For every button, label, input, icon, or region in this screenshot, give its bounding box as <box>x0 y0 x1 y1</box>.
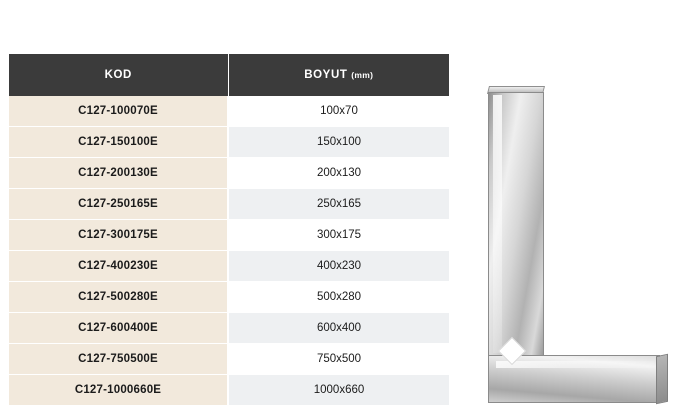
cell-size: 400x230 <box>228 251 449 282</box>
column-header-size <box>228 54 449 96</box>
cell-code: C127-100070E <box>9 96 228 127</box>
cell-size: 750x500 <box>228 344 449 375</box>
cell-code: C127-600400E <box>9 313 228 344</box>
table-row <box>9 96 449 127</box>
table-row <box>9 251 449 282</box>
table-row <box>9 344 449 375</box>
cell-size: 250x165 <box>228 189 449 220</box>
cell-code: C127-1000660E <box>9 375 228 406</box>
cell-size: 1000x660 <box>228 375 449 406</box>
table-row <box>9 375 449 406</box>
table-body <box>9 96 449 406</box>
table-row <box>9 189 449 220</box>
specification-table-container <box>9 54 449 406</box>
cell-size: 200x130 <box>228 158 449 189</box>
specification-table <box>9 54 449 406</box>
cell-size: 100x70 <box>228 96 449 127</box>
cell-code: C127-500280E <box>9 282 228 313</box>
cell-code: C127-300175E <box>9 220 228 251</box>
base-highlight <box>496 361 654 368</box>
square-base-end-face <box>656 354 668 405</box>
cell-code: C127-200130E <box>9 158 228 189</box>
cell-code: C127-250165E <box>9 189 228 220</box>
cell-code: C127-400230E <box>9 251 228 282</box>
table-header-row <box>9 54 449 96</box>
cell-size: 500x280 <box>228 282 449 313</box>
column-header-code <box>9 54 228 96</box>
table-row <box>9 282 449 313</box>
cell-size: 600x400 <box>228 313 449 344</box>
cell-size: 150x100 <box>228 127 449 158</box>
cell-size: 300x175 <box>228 220 449 251</box>
table-row <box>9 127 449 158</box>
cell-code: C127-150100E <box>9 127 228 158</box>
product-photo-machinist-square <box>466 55 681 400</box>
column-header-size-unit: (mm) <box>351 70 374 80</box>
column-header-code-label: KOD <box>104 69 132 81</box>
column-header-size-label: BOYUT <box>304 69 348 81</box>
blade-highlight <box>493 95 502 353</box>
cell-code: C127-750500E <box>9 344 228 375</box>
table-row <box>9 158 449 189</box>
table-row <box>9 313 449 344</box>
table-row <box>9 220 449 251</box>
